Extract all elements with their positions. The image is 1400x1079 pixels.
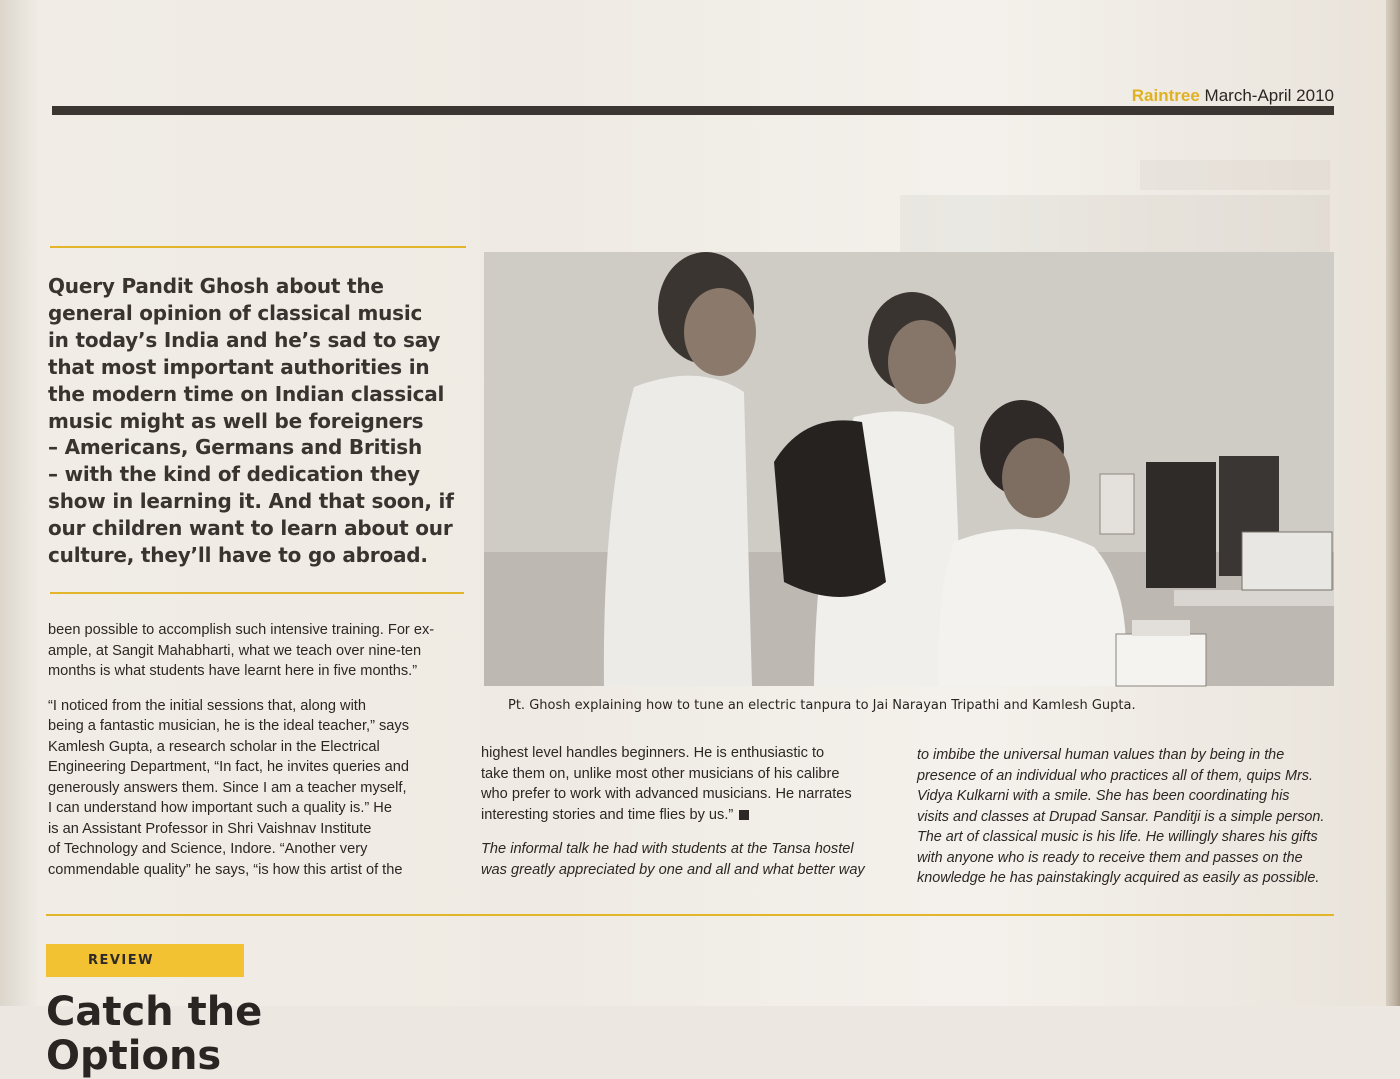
text-line: months is what students have learnt here in five months.” xyxy=(48,663,418,679)
issue-date: March-April 2010 xyxy=(1204,86,1334,105)
text-line: Vidya Kulkarni with a smile. She has been coordinating his xyxy=(917,788,1290,804)
text-line: take them on, unlike most other musicians of his calibre xyxy=(481,765,840,782)
text-line xyxy=(481,805,901,826)
page-edge xyxy=(1386,0,1400,1006)
text-line: Kamlesh Gupta, a research scholar in the Electrical xyxy=(48,738,380,755)
bleed-through-tag xyxy=(1140,160,1330,190)
text-line: being a fantastic musician, he is the ideal teacher,” says xyxy=(48,718,409,734)
pullquote-line: music might as well be foreigners xyxy=(48,408,424,433)
article-paragraph xyxy=(481,743,901,825)
pull-quote xyxy=(48,273,468,569)
end-of-article-mark xyxy=(739,810,749,820)
pullquote-line: that most important authorities in xyxy=(48,354,430,379)
text-line: was greatly appreciated by one and all and what better way xyxy=(481,861,865,878)
pullquote-bottom-rule xyxy=(50,592,464,594)
text-line: visits and classes at Drupad Sansar. Panditji is a simple person. xyxy=(917,808,1325,825)
text-line: generously answers them. Since I am a teacher myself, xyxy=(48,779,407,796)
article-paragraph xyxy=(481,839,901,880)
text-line: ample, at Sangit Mahabharti, what we teach over nine-ten xyxy=(48,642,422,659)
pullquote-line: – with the kind of dedication they xyxy=(48,462,420,487)
page-fold-shadow xyxy=(0,0,40,1006)
text-line: who prefer to work with advanced musicians. He narrates xyxy=(481,786,852,802)
header-rule xyxy=(52,106,1334,115)
text-line: I can understand how important such a quality is.” He xyxy=(48,800,392,816)
pullquote-line: general opinion of classical music xyxy=(48,300,423,325)
text-line: The art of classical music is his life. He willingly shares his gifts xyxy=(917,829,1318,845)
text-line: been possible to accomplish such intensive training. For ex- xyxy=(48,622,435,638)
pullquote-line: Query Pandit Ghosh about the xyxy=(48,274,384,298)
text-line-content: interesting stories and time flies by us.” xyxy=(481,806,734,823)
article-paragraph xyxy=(48,696,478,881)
article-photo xyxy=(484,252,1334,686)
pullquote-line: – Americans, Germans and British xyxy=(48,435,423,460)
article-column-3 xyxy=(917,745,1337,889)
pullquote-line: culture, they’ll have to go abroad. xyxy=(48,543,428,568)
text-line: knowledge he has painstakingly acquired as easily as possible. xyxy=(917,870,1320,886)
pullquote-line: in today’s India and he’s sad to say xyxy=(48,327,441,352)
pullquote-line: show in learning it. And that soon, if xyxy=(48,489,454,514)
section-tab-label: REVIEW xyxy=(87,953,154,968)
photo-caption: Pt. Ghosh explaining how to tune an electric tanpura to Jai Narayan Tripathi and Kamlesh Gupta. xyxy=(508,698,1136,713)
page-header xyxy=(1132,86,1334,106)
section-tab xyxy=(46,944,244,977)
text-line: commendable quality” he says, “is how this artist of the xyxy=(48,861,403,878)
next-article-heading: Catch the Options xyxy=(46,989,263,1079)
article-paragraph xyxy=(48,620,478,682)
pullquote-line: our children want to learn about our xyxy=(48,516,453,541)
article-column-2 xyxy=(481,743,901,880)
text-line: highest level handles beginners. He is enthusiastic to xyxy=(481,745,825,761)
footer-rule xyxy=(46,914,1334,916)
text-line: The informal talk he had with students at the Tansa hostel xyxy=(481,841,854,857)
bleed-through-heading xyxy=(900,195,1330,257)
text-line: “I noticed from the initial sessions that, along with xyxy=(48,697,366,714)
text-line: is an Assistant Professor in Shri Vaishnav Institute xyxy=(48,820,372,837)
text-line: to imbibe the universal human values than by being in the xyxy=(917,747,1285,763)
article-column-1 xyxy=(48,620,478,880)
text-line: Engineering Department, “In fact, he invites queries and xyxy=(48,759,409,775)
photo-scene xyxy=(484,252,1334,686)
text-line: of Technology and Science, Indore. “Another very xyxy=(48,841,368,857)
pullquote-top-rule xyxy=(50,246,466,248)
text-line: presence of an individual who practices all of them, quips Mrs. xyxy=(917,767,1313,784)
pullquote-line: the modern time on Indian classical xyxy=(48,381,445,406)
text-line: with anyone who is ready to receive them and passes on the xyxy=(917,849,1303,866)
magazine-name: Raintree xyxy=(1131,86,1200,105)
